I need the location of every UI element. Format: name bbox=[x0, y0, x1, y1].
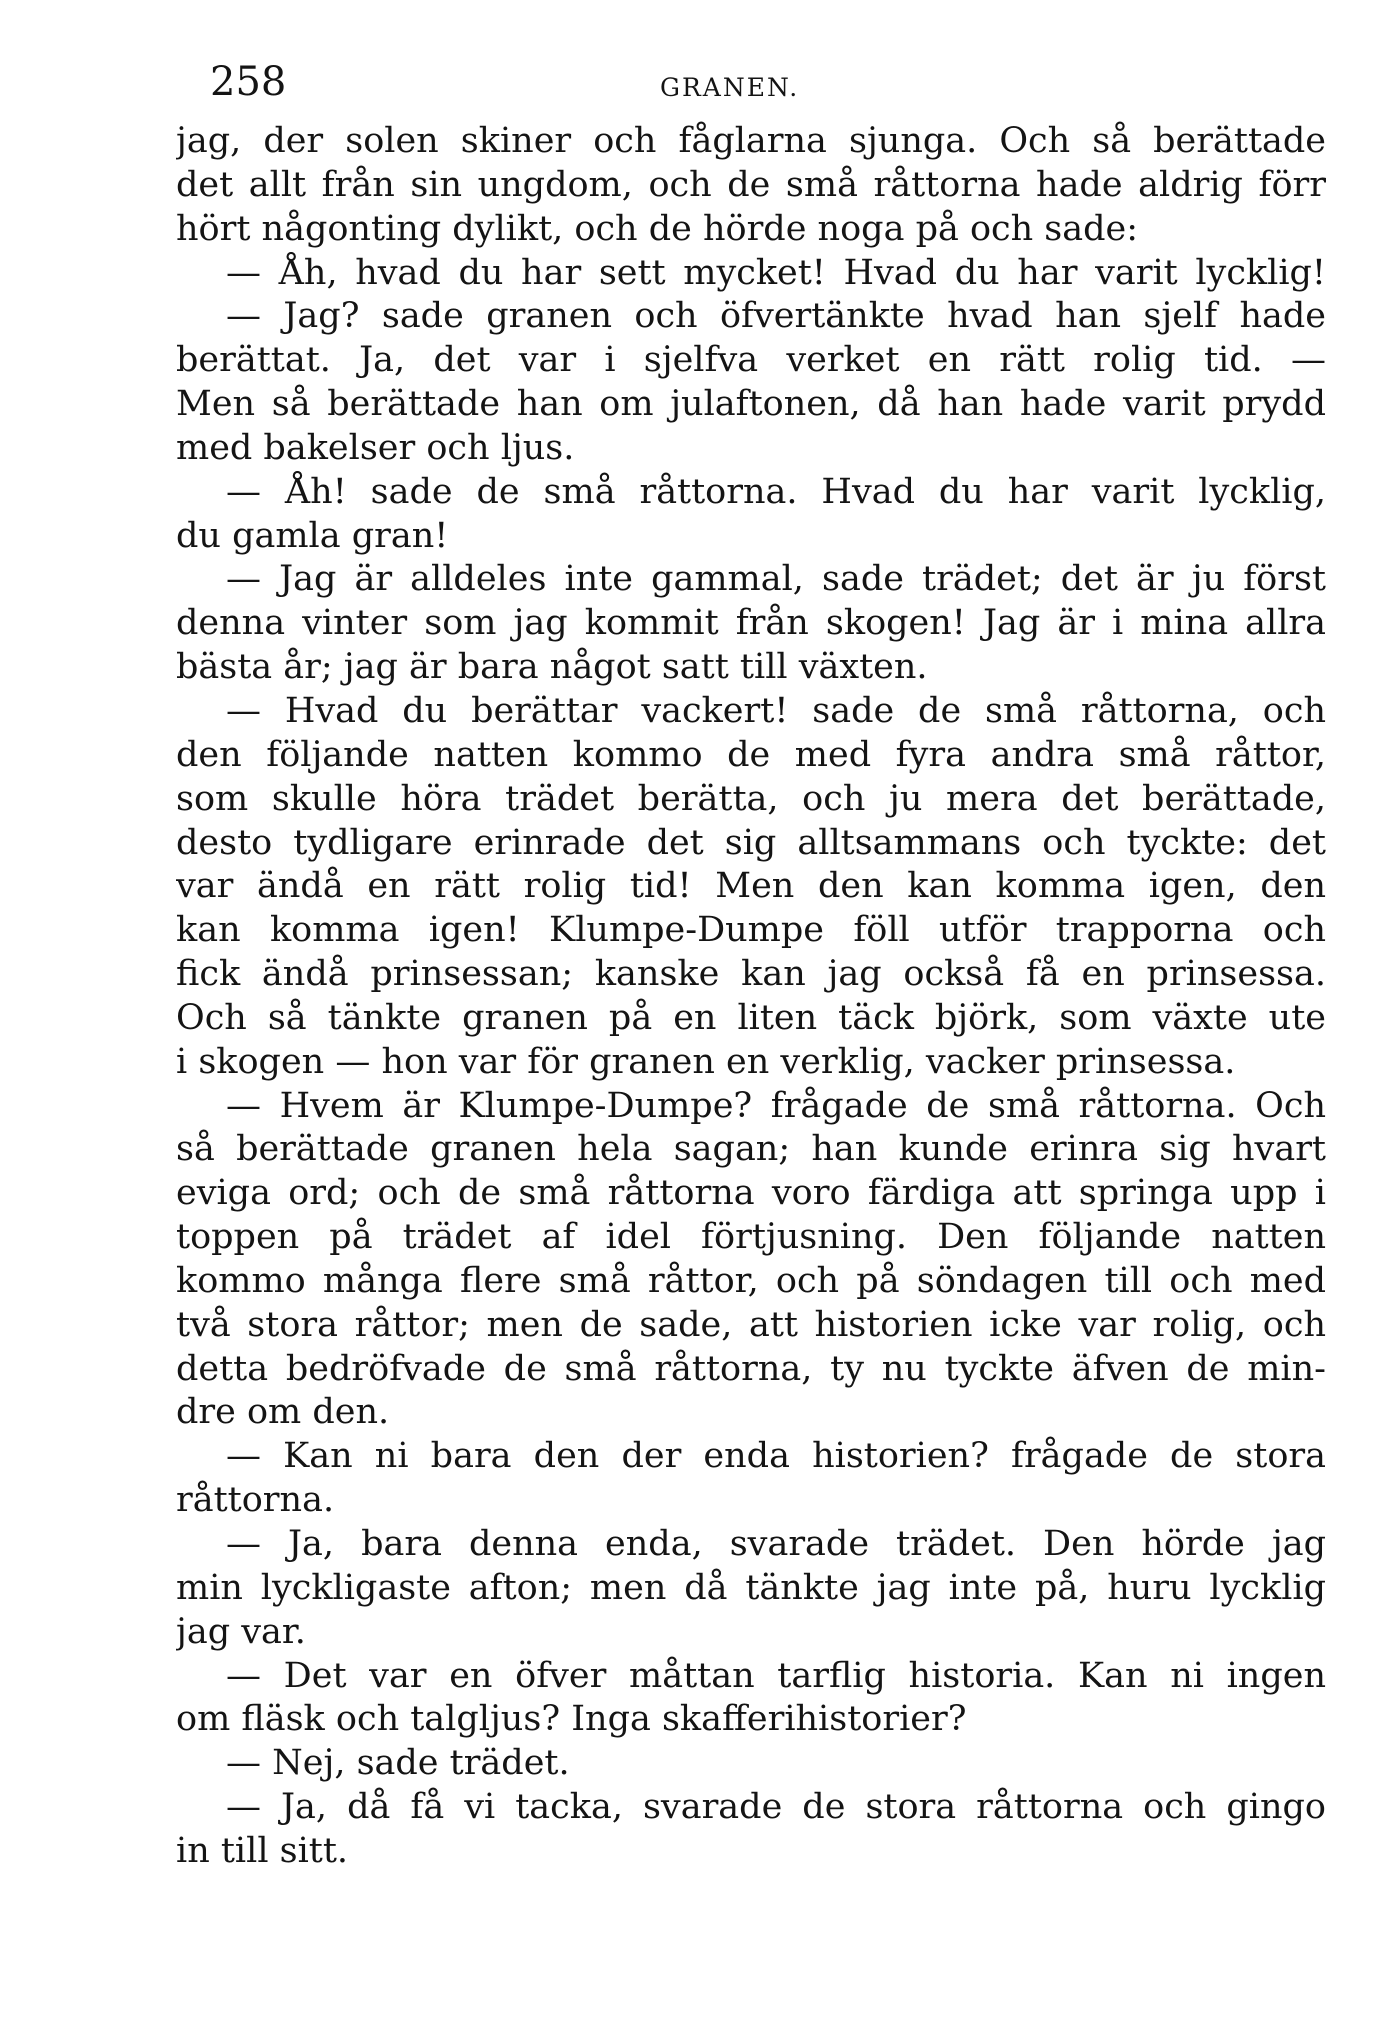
text-line: det allt från sin ungdom, och de små råttorna hade aldrig förr bbox=[176, 164, 1326, 205]
text-line: — Ja, då få vi tacka, svarade de stora råttorna och gingo bbox=[226, 1787, 1326, 1828]
text-line: eviga ord; och de små råttorna voro färdiga att springa upp i bbox=[176, 1173, 1326, 1214]
text-line: berättat. Ja, det var i sjelfva verket en rätt rolig tid. — bbox=[176, 340, 1326, 381]
text-line: kommo många flere små råttor, och på söndagen till och med bbox=[176, 1260, 1326, 1301]
running-title: GRANEN. bbox=[660, 73, 800, 102]
text-line: — Ja, bara denna enda, svarade trädet. Den hörde jag bbox=[226, 1524, 1326, 1564]
text-line: fick ändå prinsessan; kanske kan jag också få en prinsessa. bbox=[176, 954, 1326, 995]
text-line: toppen på trädet af idel förtjusning. Den följande natten bbox=[176, 1217, 1326, 1258]
page-header bbox=[200, 52, 1340, 112]
text-line: — Hvem är Klumpe-Dumpe? frågade de små råttorna. Och bbox=[226, 1085, 1326, 1126]
text-line: kan komma igen! Klumpe-Dumpe föll utför trapporna och bbox=[176, 910, 1326, 951]
text-line: — Åh, hvad du har sett mycket! Hvad du har varit lycklig! bbox=[226, 252, 1326, 293]
text-line: Och så tänkte granen på en liten täck björk, som växte ute bbox=[176, 997, 1326, 1038]
text-line: var ändå en rätt rolig tid! Men den kan komma igen, den bbox=[176, 866, 1326, 907]
text-line: du gamla gran! bbox=[176, 515, 449, 556]
text-line: — Hvad du berättar vackert! sade de små råttorna, och bbox=[226, 690, 1326, 731]
text-line: — Nej, sade trädet. bbox=[226, 1743, 570, 1784]
text-line: med bakelser och ljus. bbox=[176, 427, 575, 468]
text-line: — Det var en öfver måttan tarflig historia. Kan ni ingen bbox=[226, 1655, 1326, 1696]
text-line: så berättade granen hela sagan; han kunde erinra sig hvart bbox=[176, 1129, 1326, 1170]
body-text bbox=[176, 120, 1326, 1874]
text-line: bästa år; jag är bara något satt till växten. bbox=[176, 647, 928, 688]
text-line: denna vinter som jag kommit från skogen! Jag är i mina allra bbox=[176, 603, 1326, 644]
text-line: — Åh! sade de små råttorna. Hvad du har varit lycklig, bbox=[226, 471, 1326, 512]
text-line: dre om den. bbox=[176, 1392, 390, 1433]
text-line: — Jag? sade granen och öfvertänkte hvad han sjelf hade bbox=[226, 296, 1326, 337]
text-line: — Jag är alldeles inte gammal, sade trädet; det är ju först bbox=[226, 559, 1326, 600]
page-number: 258 bbox=[210, 59, 287, 105]
text-line: in till sitt. bbox=[176, 1830, 349, 1871]
text-line: hört någonting dylikt, och de hörde noga på och sade: bbox=[176, 208, 1139, 249]
text-line: om fläsk och talgljus? Inga skafferihistorier? bbox=[176, 1699, 967, 1740]
text-line: min lyckligaste afton; men då tänkte jag inte på, huru lycklig bbox=[176, 1567, 1326, 1608]
text-line: två stora råttor; men de sade, att historien icke var rolig, och bbox=[176, 1304, 1326, 1345]
text-line: i skogen — hon var för granen en verklig, vacker prinsessa. bbox=[176, 1041, 1236, 1082]
text-line: den följande natten kommo de med fyra andra små råttor, bbox=[176, 734, 1326, 775]
text-line: detta bedröfvade de små råttorna, ty nu tyckte äfven de min- bbox=[176, 1348, 1326, 1389]
text-line: jag, der solen skiner och fåglarna sjunga. Och så berättade bbox=[176, 121, 1326, 161]
text-line: som skulle höra trädet berätta, och ju mera det berättade, bbox=[176, 778, 1326, 819]
text-line: — Kan ni bara den der enda historien? frågade de stora bbox=[226, 1436, 1326, 1477]
text-line: råttorna. bbox=[176, 1480, 335, 1521]
text-line: jag var. bbox=[176, 1611, 306, 1652]
text-line: Men så berättade han om julaftonen, då han hade varit prydd bbox=[176, 384, 1326, 425]
text-line: desto tydligare erinrade det sig alltsammans och tyckte: det bbox=[176, 822, 1326, 863]
